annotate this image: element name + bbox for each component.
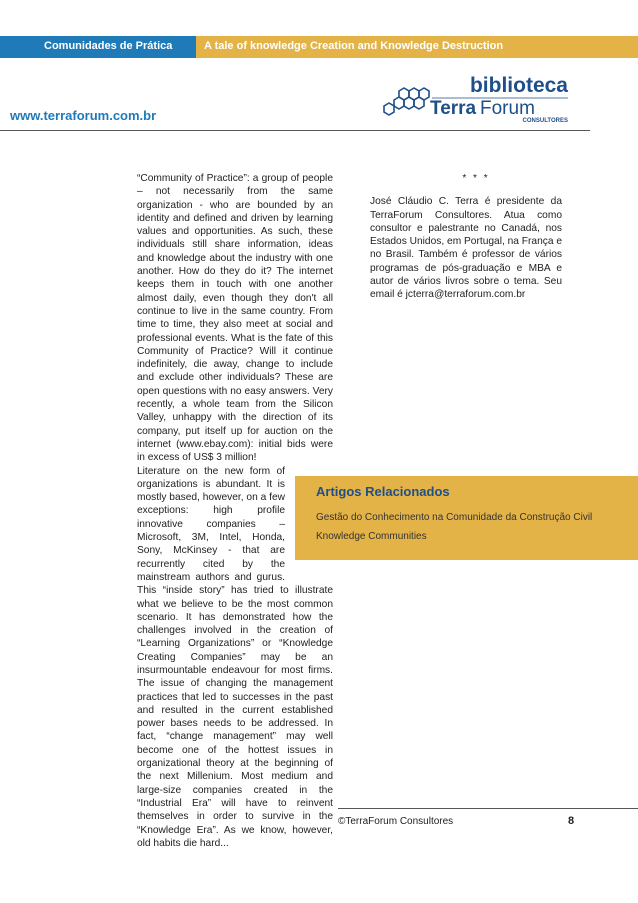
related-link-construction[interactable]: Gestão do Conhecimento na Comunidade da Construção Civil bbox=[316, 512, 593, 523]
site-url-link[interactable]: www.terraforum.com.br bbox=[10, 108, 157, 123]
author-sidebar bbox=[370, 172, 562, 302]
article-title-bar bbox=[196, 36, 638, 58]
section-label: Comunidades de Prática bbox=[44, 40, 173, 52]
section-label-bar bbox=[0, 36, 196, 58]
logo-brand-bold: Terra bbox=[430, 98, 477, 119]
logo-tagline: CONSULTORES bbox=[522, 118, 568, 124]
page-number: 8 bbox=[568, 815, 575, 827]
logo-brand-light: Forum bbox=[480, 98, 535, 119]
hexagon-molecule-icon bbox=[382, 70, 572, 126]
related-articles-box bbox=[295, 476, 638, 560]
terraforum-logo bbox=[382, 70, 572, 126]
footer-divider bbox=[338, 808, 638, 809]
article-title: A tale of knowledge Creation and Knowledge Destruction bbox=[204, 40, 504, 52]
header-divider bbox=[0, 130, 590, 131]
related-link-knowledge-communities[interactable]: Knowledge Communities bbox=[316, 531, 427, 542]
footer-copyright: ©TerraForum Consultores bbox=[338, 816, 454, 827]
separator-stars: * * * bbox=[462, 173, 490, 184]
top-banner bbox=[0, 36, 638, 58]
related-articles-title: Artigos Relacionados bbox=[316, 484, 450, 499]
author-bio: José Cláudio C. Terra é presidente da TerraForum Consultores. Atua como consultor e palestrante no Canadá, nos Estados Unidos, em Portugal, na França e no Brasil. Também é professor de vários programas de pós-graduação e MBA e autor de vários livros sobre o tema. Seu email é jcterra@terraforum.com.br bbox=[370, 196, 562, 301]
body-paragraph-1: “Community of Practice”: a group of people – not necessarily from the same organization - who are bounded by an identity and defined and driven by learning values and opportunities. As such, these individuals still share information, ideas and knowledge about the industry with one another. How do they do it? The internet keeps them in touch with one another almost daily, even though they don't all continue to live in the same country. From time to time, they also meet at social and professional events. What is the fate of this Community of Practice? Will it continue indefinitely, die away, change to include and exclude other individuals? These are open questions with no easy answers. Very recently, a whole team from the Silicon Valley, unhappy with the direction of its company, put itself up for auction on the internet (www.ebay.com): initial bids were in excess of US$ 3 million! bbox=[137, 173, 333, 464]
body-paragraph-2: Literature on the new form of organizations is abundant. It is mostly based, however, on a few exceptions: high profile innovative companies – Microsoft, 3M, Intel, Honda, Sony, McKinsey - that are recurrently cited by the mainstream authors and gurus. This “inside story” has tried to illustrate what we believe to be the most common scenario. It has demonstrated how the challenges involved in the creation of “Learning Organizations” or “Knowledge Creating Companies” may be an insurmountable endeavour for most firms. The issue of changing the management practices that led to successes in the past and resulted in the current established power bases needs to be addressed. In fact, “change management” may well become one of the hottest issues in organizational theory at the beginning of the next Millenium. Most medium and large-size companies created in the “Industrial Era” will have to reinvent themselves in order to survive in the “Knowledge Era”. As we know, however, old habits die hard... bbox=[137, 465, 333, 849]
logo-line1: biblioteca bbox=[469, 74, 568, 97]
